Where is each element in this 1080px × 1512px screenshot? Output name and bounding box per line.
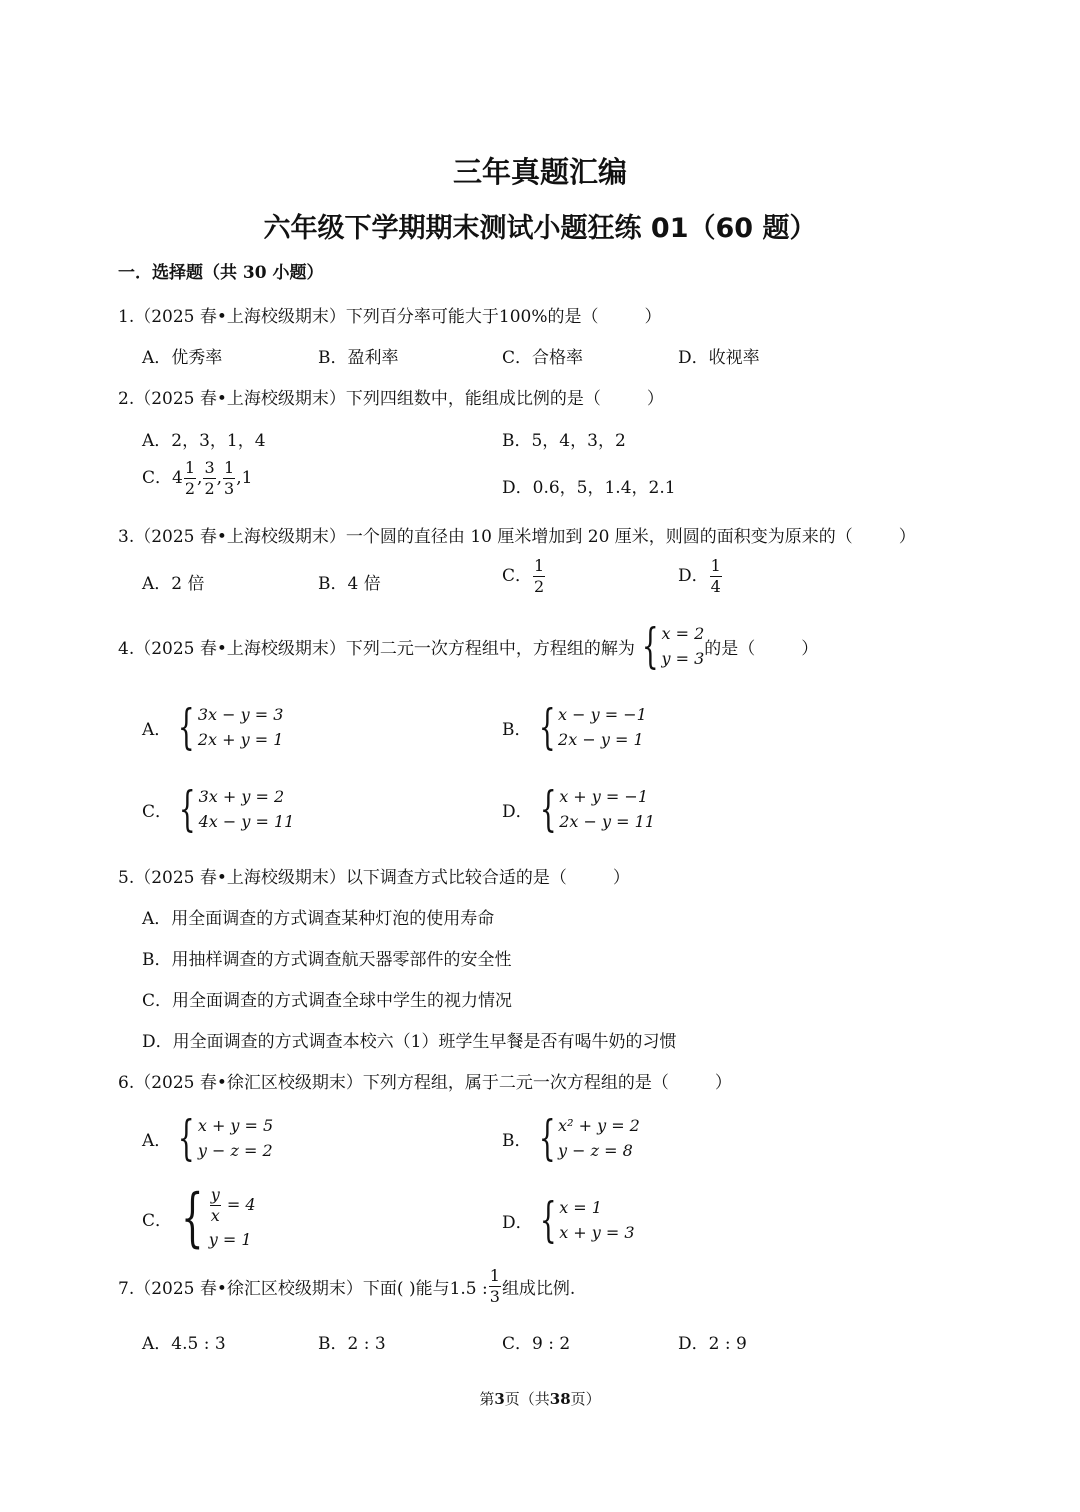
- document-subtitle: 六年级下学期期末测试小题狂练 01（60 题）: [263, 213, 817, 244]
- question-1-option-c: C．合格率: [502, 348, 584, 368]
- question-5-stem: 5.（2025 春•上海校级期末）以下调查方式比较合适的是（ ）: [118, 868, 630, 888]
- question-4-option-c: C． { 3x + y = 2 4x − y = 11: [142, 781, 295, 837]
- question-5-option-d: D．用全面调查的方式调查本校六（1）班学生早餐是否有喝牛奶的习惯: [142, 1032, 677, 1052]
- question-7-option-c: C．9 : 2: [502, 1334, 571, 1354]
- equation-system: { x = 1 x + y = 3: [539, 1192, 635, 1248]
- question-6-option-c: C． { $\frac{y}{x}$ = 4 y = 1: [142, 1181, 256, 1255]
- equation-system: { x = 2 y = 3: [641, 618, 705, 674]
- total-pages: 38: [549, 1390, 571, 1408]
- page-footer: 第3页（共38页）: [479, 1390, 601, 1408]
- question-5-option-c: C．用全面调查的方式调查全球中学生的视力情况: [142, 991, 513, 1011]
- question-3-option-b: B．4 倍: [318, 574, 381, 594]
- equation-system: { 3x − y = 3 2x + y = 1: [178, 699, 284, 755]
- question-4-option-b: B． { x − y = −1 2x − y = 1: [502, 699, 647, 755]
- fraction: $\frac{y}{x}$: [210, 1185, 220, 1225]
- question-2-option-c: C．4 $\frac{1}{2}$ , $\frac{3}{2}$ , $\frac{1}{3}$ ,1: [142, 458, 253, 498]
- question-5-option-a: A．用全面调查的方式调查某种灯泡的使用寿命: [142, 909, 495, 929]
- section-heading: 一．选择题（共 30 小题）: [118, 263, 324, 283]
- question-1-option-d: D．收视率: [678, 348, 760, 368]
- current-page: 3: [494, 1390, 505, 1408]
- equation-system: { x + y = 5 y − z = 2: [178, 1110, 274, 1166]
- question-4-option-d: D． { x + y = −1 2x − y = 11: [502, 781, 655, 837]
- question-1-stem: 1.（2025 春•上海校级期末）下列百分率可能大于100%的是（ ）: [118, 307, 662, 327]
- question-3-option-d: D． $\frac{1}{4}$: [678, 556, 721, 596]
- question-3-stem: 3.（2025 春•上海校级期末）一个圆的直径由 10 厘米增加到 20 厘米，则圆的面积变为原来的（ ）: [118, 527, 916, 547]
- question-6-stem: 6.（2025 春•徐汇区校级期末）下列方程组，属于二元一次方程组的是（ ）: [118, 1073, 732, 1093]
- question-3-option-c: C． $\frac{1}{2}$: [502, 556, 545, 596]
- question-1-option-a: A．优秀率: [142, 348, 223, 368]
- question-4-option-a: A． { 3x − y = 3 2x + y = 1: [142, 699, 284, 755]
- document-title: 三年真题汇编: [452, 155, 627, 189]
- question-2-option-a: A．2，3，1，4: [142, 431, 266, 451]
- equation-system: { $\frac{y}{x}$ = 4 y = 1: [181, 1181, 256, 1255]
- equation-system: { x − y = −1 2x − y = 1: [538, 699, 647, 755]
- fraction: $\frac{1}{2}$: [184, 458, 196, 498]
- question-7-option-b: B．2 : 3: [318, 1334, 386, 1354]
- question-2-option-d: D．0.6，5，1.4，2.1: [502, 478, 676, 498]
- question-3-option-a: A．2 倍: [142, 574, 205, 594]
- question-7-stem: 7.（2025 春•徐汇区校级期末）下面( )能与1.5 : $\frac{1}{3}$ 组成比例.: [118, 1266, 576, 1306]
- question-5-option-b: B．用抽样调查的方式调查航天器零部件的安全性: [142, 950, 512, 970]
- fraction: $\frac{1}{2}$: [534, 556, 545, 596]
- question-6-option-d: D． { x = 1 x + y = 3: [502, 1192, 635, 1248]
- equation-system: { x² + y = 2 y − z = 8: [538, 1110, 640, 1166]
- equation-system: { 3x + y = 2 4x − y = 11: [178, 781, 295, 837]
- question-2-option-b: B．5，4，3，2: [502, 431, 626, 451]
- question-6-option-a: A． { x + y = 5 y − z = 2: [142, 1110, 274, 1166]
- question-4-stem: 4.（2025 春•上海校级期末）下列二元一次方程组中，方程组的解为 { x = 2 y = 3 的是（ ）: [118, 618, 819, 674]
- fraction: $\frac{1}{3}$: [224, 458, 235, 498]
- question-1-option-b: B．盈利率: [318, 348, 399, 368]
- question-6-option-b: B． { x² + y = 2 y − z = 8: [502, 1110, 640, 1166]
- fraction: $\frac{1}{3}$: [489, 1266, 500, 1306]
- fraction: $\frac{3}{2}$: [204, 458, 215, 498]
- question-7-option-a: A．4.5 : 3: [142, 1334, 226, 1354]
- equation-system: { x + y = −1 2x − y = 11: [539, 781, 655, 837]
- question-2-stem: 2.（2025 春•上海校级期末）下列四组数中，能组成比例的是（ ）: [118, 389, 664, 409]
- fraction: $\frac{1}{4}$: [710, 556, 721, 596]
- question-7-option-d: D．2 : 9: [678, 1334, 747, 1354]
